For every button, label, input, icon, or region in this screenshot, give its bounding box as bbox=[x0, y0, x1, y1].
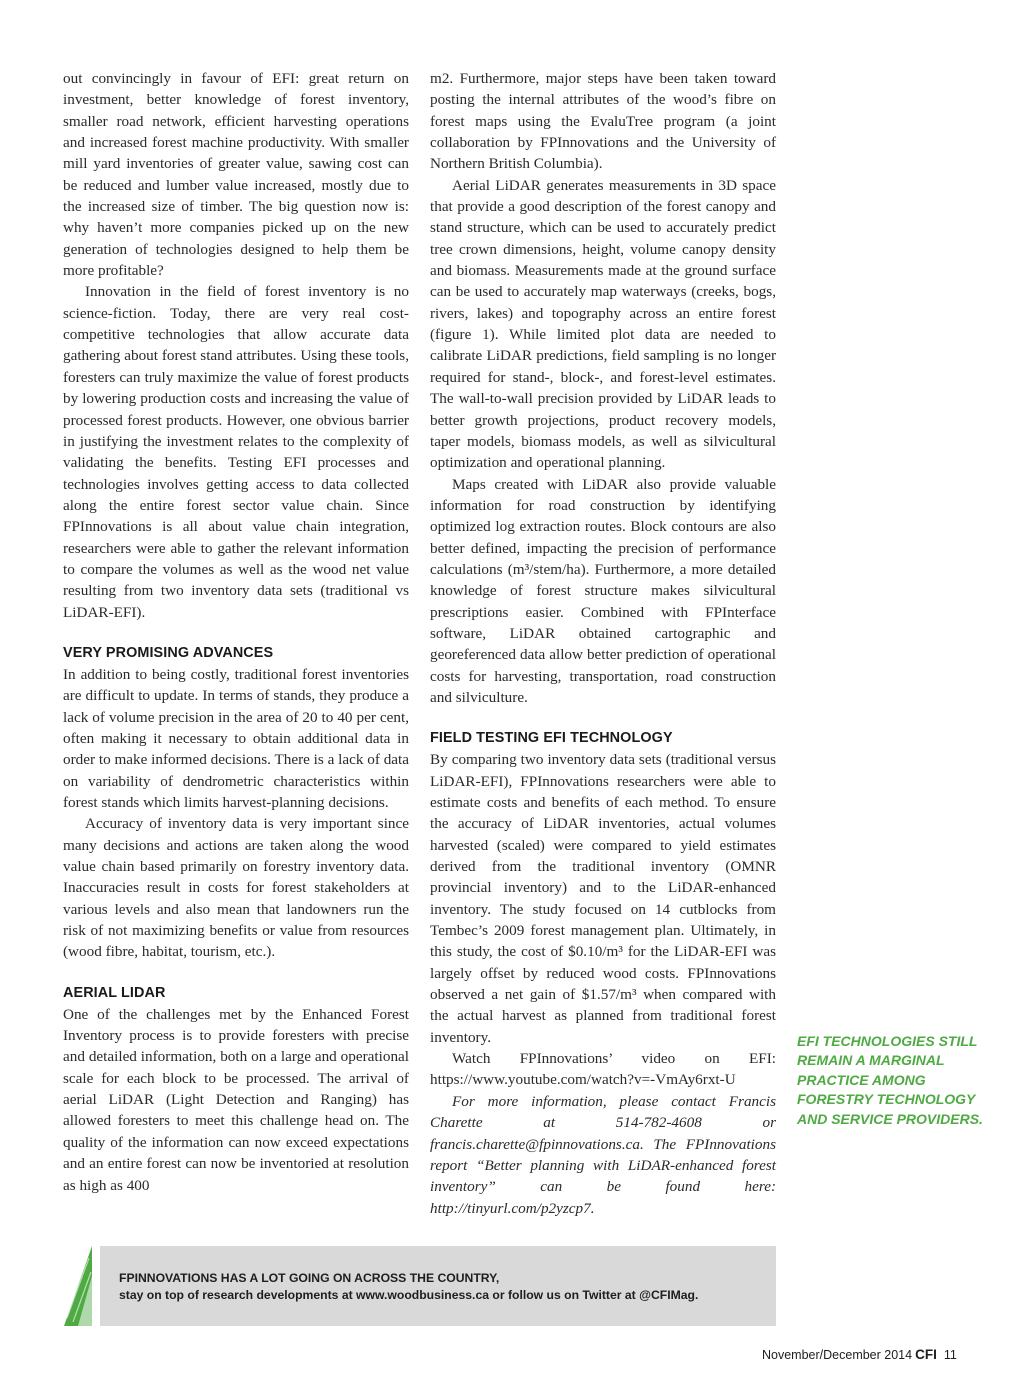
article-column-left bbox=[63, 68, 409, 1196]
promo-text bbox=[119, 1270, 759, 1304]
section-heading-field-testing: FIELD TESTING EFI TECHNOLOGY bbox=[430, 730, 673, 747]
green-arrow-icon bbox=[64, 1246, 104, 1326]
issue-date: November/December 2014 bbox=[762, 1348, 913, 1362]
page-footer bbox=[762, 1346, 962, 1364]
paragraph: Aerial LiDAR generates measurements in 3D space that provide a good description of the forest canopy and stand structure, which can be used to accurately predict tree crown dimensions, height, volume canopy density and biomass. Measurements made at the ground surface can be used to accurately map waterways (creeks, bogs, rivers, lakes) and topography across an entire forest (figure 1). While limited plot data are needed to calibrate LiDAR predictions, field sampling is no longer required for stand-, block-, and forest-level estimates. The wall-to-wall precision provided by LiDAR leads to better growth projections, product recovery models, taper models, biomass models, as well as silvicultural optimization and operational planning. bbox=[430, 176, 776, 472]
section-heading-promising-advances: VERY PROMISING ADVANCES bbox=[63, 644, 274, 661]
paragraph: By comparing two inventory data sets (traditional versus LiDAR-EFI), FPInnovations researchers were able to estimate costs and benefits of each method. To ensure the accuracy of LiDAR inventories, actual volumes harvested (scaled) were compared to yield estimates derived from the traditional inventory (OMNR provincial inventory) and to the LiDAR-enhanced inventory. The study focused on 14 cutblocks from Tembec’s 2009 forest management plan. Ultimately, in this study, the cost of $0.10/m³ for the LiDAR-EFI was largely offset by reduced wood costs. FPInnovations observed a net gain of $1.57/m³ when compared with the actual harvest as planned from traditional forest inventory. bbox=[430, 751, 776, 1046]
paragraph: One of the challenges met by the Enhanced Forest Inventory process is to provide foresters with precise and detailed information, both on a large and operational scale for each block to be processed. The arrival of aerial LiDAR (Light Detection and Ranging) has allowed foresters to meet this challenge head on. The quality of the information can now exceed expectations and an entire forest can now be inventoried at resolution as high as 400 bbox=[63, 1005, 409, 1194]
paragraph: Maps created with LiDAR also provide valuable information for road construction by identifying optimized log extraction routes. Block contours are also better defined, impacting the precision of performance calculations (m³/stem/ha). Furthermore, a more detailed knowledge of forest structure makes silvicultural prescriptions easier. Combined with FPInterface software, LiDAR obtained cartographic and georeferenced data allow better prediction of operational costs for harvesting, transportation, road construction and silviculture. bbox=[430, 475, 776, 706]
paragraph: In addition to being costly, traditional forest inventories are difficult to update. In terms of stands, they produce a lack of volume precision in the area of 20 to 40 per cent, often making it necessary to obtain additional data in order to make informed decisions. There is a lack of data on variability of dendrometric characteristics within forest stands which limits harvest-planning decisions. bbox=[63, 665, 409, 811]
article-column-middle bbox=[430, 68, 776, 1219]
contact-info-paragraph: For more information, please contact Francis Charette at 514-782-4608 or francis.charette@fpinnovations.ca. The FPInnovations report “Better planning with LiDAR-enhanced forest inventory” can be found here: http://tinyurl.com/p2yzcp7. bbox=[430, 1092, 776, 1217]
paragraph: out convincingly in favour of EFI: great return on investment, better knowledge of forest inventory, smaller road network, efficient harvesting operations and increased forest machine productivity. With smaller mill yard inventories of greater value, sawing cost can be reduced and lumber value increased, mostly due to the increased size of timber. The big question now is: why haven’t more companies picked up on the new generation of technologies designed to help them be more profitable? bbox=[63, 70, 409, 280]
promo-banner bbox=[64, 1246, 776, 1326]
promo-subline: stay on top of research developments at www.woodbusiness.ca or follow us on Twitter at @CFIMag. bbox=[119, 1288, 699, 1302]
page-number: 11 bbox=[943, 1348, 957, 1362]
video-link-paragraph: Watch FPInnovations’ video on EFI: https://www.youtube.com/watch?v=-VmAy6rxt-U bbox=[430, 1050, 776, 1089]
magazine-name: CFI bbox=[915, 1347, 937, 1362]
paragraph: m2. Furthermore, major steps have been taken toward posting the internal attributes of the wood’s fibre on forest maps using the EvaluTree program (a joint collaboration by FPInnovations and the University of Northern British Columbia). bbox=[430, 70, 776, 173]
promo-headline: FPINNOVATIONS HAS A LOT GOING ON ACROSS THE COUNTRY, bbox=[119, 1271, 500, 1285]
pull-quote: EFI TECHNOLOGIES STILL REMAIN A MARGINAL PRACTICE AMONG FORESTRY TECHNOLOGY AND SERVICE PROVIDERS. bbox=[797, 1033, 983, 1127]
paragraph: Accuracy of inventory data is very important since many decisions and actions are taken along the wood value chain based primarily on forestry inventory data. Inaccuracies result in costs for forest stakeholders at various levels and also mean that landowners run the risk of not maximizing benefits or value from resources (wood fibre, habitat, tourism, etc.). bbox=[63, 815, 409, 961]
section-heading-aerial-lidar: AERIAL LIDAR bbox=[63, 984, 166, 1001]
paragraph: Innovation in the field of forest inventory is no science-fiction. Today, there are very real cost-competitive technologies that allow accurate data gathering about forest stand attributes. Using these tools, foresters can truly maximize the value of forest products by lowering production costs and increasing the value of processed forest products. However, one obvious barrier in justifying the investment relates to the complexity of validating the benefits. Testing EFI processes and technologies involves getting access to data collected along the entire forest sector value chain. Since FPInnovations is all about value chain integration, researchers were able to gather the relevant information to compare the volumes as well as the wood net value resulting from two inventory data sets (traditional vs LiDAR-EFI). bbox=[63, 283, 409, 621]
